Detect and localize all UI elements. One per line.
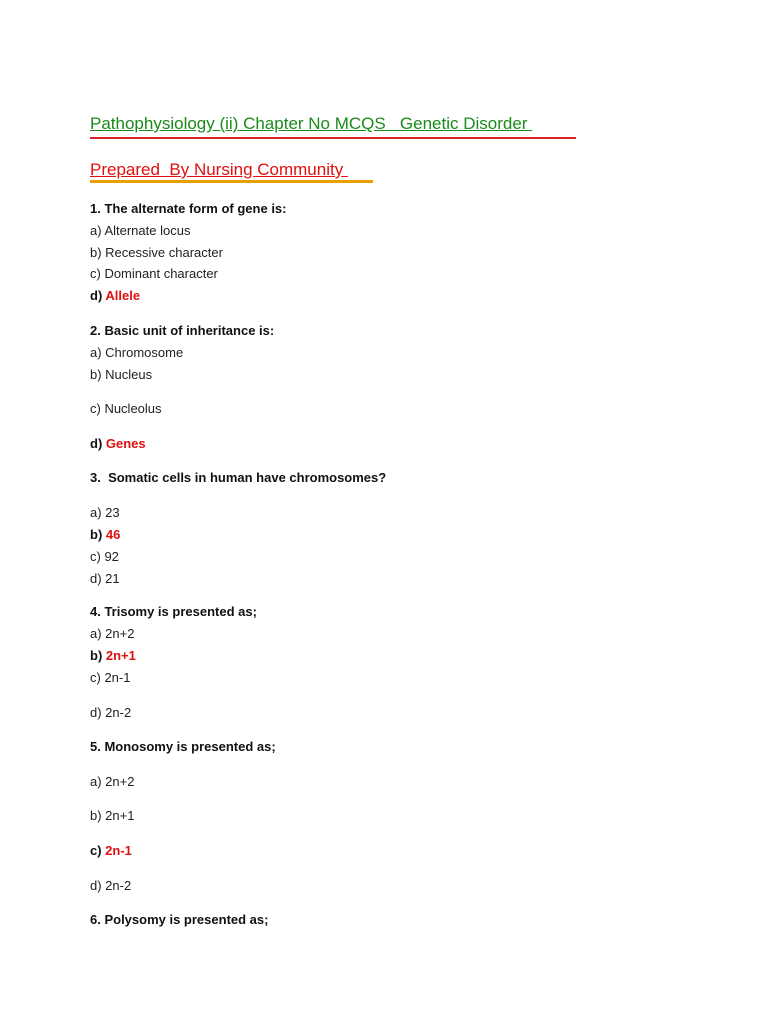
answer-line (90, 648, 136, 664)
answer-line (90, 527, 120, 543)
option-b: b) 2n+1 (90, 808, 135, 823)
question-text: 4. Trisomy is presented as; (90, 604, 257, 619)
option-b: b) Nucleus (90, 367, 153, 382)
option-a: a) 2n+2 (90, 626, 135, 641)
option-a: a) Chromosome (90, 345, 184, 360)
subtitle-underline (90, 180, 373, 183)
answer-line (90, 843, 132, 859)
option-d: d) 21 (90, 571, 120, 586)
document-subtitle: Prepared By Nursing Community (90, 160, 348, 179)
question-text: 1. The alternate form of gene is: (90, 201, 287, 216)
question-text: 3. Somatic cells in human have chromosomes? (90, 470, 387, 485)
option-d: d) 2n-2 (90, 878, 132, 893)
answer-prefix: c) (90, 843, 106, 858)
answer-prefix: b) (90, 648, 106, 663)
option-a: a) 2n+2 (90, 774, 135, 789)
question-text: 5. Monosomy is presented as; (90, 739, 276, 754)
option-d: d) 2n-2 (90, 705, 132, 720)
answer-line (90, 436, 146, 452)
question-text: 2. Basic unit of inheritance is: (90, 323, 275, 338)
question-text: 6. Polysomy is presented as; (90, 912, 269, 927)
option-c: c) 2n-1 (90, 670, 131, 685)
correct-answer: 2n-1 (105, 843, 132, 858)
correct-answer: 2n+1 (105, 648, 136, 663)
correct-answer: Allele (105, 288, 141, 303)
answer-prefix: d) (90, 288, 106, 303)
answer-prefix: d) (90, 436, 106, 451)
option-a: a) Alternate locus (90, 223, 191, 238)
option-a: a) 23 (90, 505, 120, 520)
option-c: c) 92 (90, 549, 119, 564)
answer-line (90, 288, 140, 304)
option-b: b) Recessive character (90, 245, 223, 260)
title-underline (90, 137, 576, 139)
document-title: Pathophysiology (ii) Chapter No MCQS Genetic Disorder (90, 114, 533, 133)
correct-answer: 46 (105, 527, 121, 542)
option-c: c) Nucleolus (90, 401, 162, 416)
answer-prefix: b) (90, 527, 106, 542)
option-c: c) Dominant character (90, 266, 218, 281)
correct-answer: Genes (105, 436, 146, 451)
